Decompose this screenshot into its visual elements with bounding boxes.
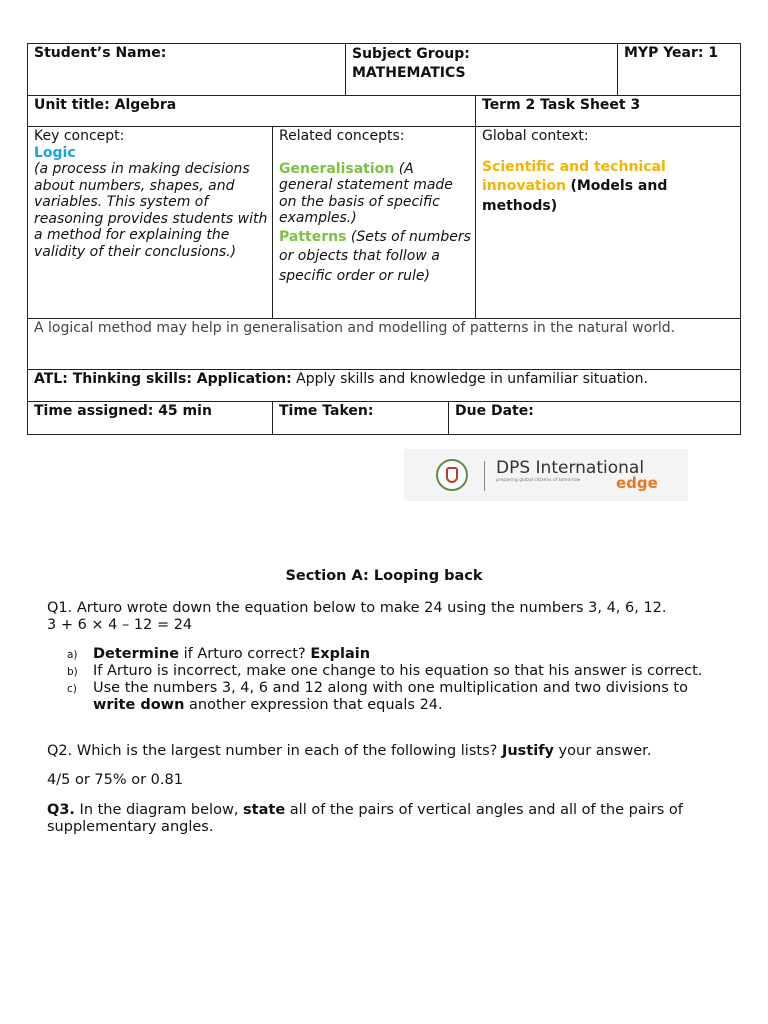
key-concept-cell — [34, 128, 268, 260]
table-col-divider — [475, 95, 476, 319]
due-date: Due Date: — [455, 403, 534, 419]
table-row-divider — [27, 126, 741, 127]
patterns-block — [279, 228, 471, 287]
atl-text: Apply skills and knowledge in unfamiliar situation. — [296, 371, 649, 387]
q2-list: 4/5 or 75% or 0.81 — [47, 772, 183, 788]
global-context-term: Scientific and technical innovation — [482, 158, 666, 194]
global-context-label: Global context: — [482, 128, 589, 144]
related-concepts-label: Related concepts: — [279, 128, 405, 144]
related-concepts-cell — [279, 128, 471, 286]
q1-subquestions — [67, 646, 727, 714]
key-concept-label: Key concept: — [34, 128, 125, 144]
dps-logo — [404, 449, 688, 501]
school-crest-icon — [436, 459, 468, 491]
time-taken: Time Taken: — [279, 403, 374, 419]
table-col-divider — [272, 401, 273, 435]
table-border-left — [27, 43, 28, 435]
section-title: Section A: Looping back — [285, 568, 483, 584]
q2-text: Q2. Which is the largest number in each of the following lists? Justify your answer. — [47, 743, 652, 759]
myp-year-label: MYP Year: 1 — [624, 45, 719, 61]
table-row-divider — [27, 95, 741, 96]
logo-brand: DPS International — [496, 458, 645, 478]
list-marker: a) — [67, 649, 78, 661]
logo-tagline: preparing global citizens of tomorrow — [496, 478, 581, 483]
table-row-divider — [27, 401, 741, 402]
table-col-divider — [345, 43, 346, 96]
atl-row — [34, 371, 738, 388]
list-marker: c) — [67, 683, 77, 695]
table-col-divider — [617, 43, 618, 96]
subject-group-cell — [352, 45, 614, 83]
q1-text: Q1. Arturo wrote down the equation below to make 24 using the numbers 3, 4, 6, 12. — [47, 600, 667, 616]
global-context-cell — [482, 128, 737, 216]
generalisation-term: Generalisation — [279, 160, 395, 177]
table-col-divider — [272, 126, 273, 319]
atl-label: ATL: Thinking skills: Application: — [34, 371, 292, 387]
table-row-divider — [27, 369, 741, 370]
table-border-bottom — [27, 434, 741, 435]
list-item: c) Use the numbers 3, 4, 6 and 12 along with one multiplication and two divisions to write down another expression that equals 24. — [67, 680, 688, 713]
unit-title: Unit title: Algebra — [34, 97, 177, 113]
key-concept-term: Logic — [34, 144, 76, 161]
key-concept-description: (a process in making decisions about numbers, shapes, and variables. This system of reasoning provides students with a method for explaining the validity of their conclusions.) — [34, 161, 268, 260]
subject-group-value: MATHEMATICS — [352, 65, 466, 81]
term-task-label: Term 2 Task Sheet 3 — [482, 97, 641, 113]
list-item: a) Determine if Arturo correct? Explain — [67, 646, 371, 662]
generalisation-block — [279, 161, 471, 227]
patterns-description: (Sets of numbers or objects that follow a specific order or rule) — [279, 228, 471, 284]
patterns-term: Patterns — [279, 228, 347, 245]
student-name-label: Student’s Name: — [34, 45, 167, 61]
q1-equation: 3 + 6 × 4 – 12 = 24 — [47, 617, 193, 633]
q3-text: Q3. In the diagram below, state all of the pairs of vertical angles and all of the pairs of supplementary angles. — [47, 802, 683, 835]
list-item: b) If Arturo is incorrect, make one change to his equation so that his answer is correct. — [67, 663, 703, 679]
list-marker: b) — [67, 666, 78, 678]
logo-edge: edge — [616, 474, 658, 492]
table-col-divider — [448, 401, 449, 435]
table-border-top — [27, 43, 741, 44]
generalisation-description: (A general statement made on the basis of specific examples.) — [279, 160, 453, 226]
statement-of-inquiry: A logical method may help in generalisation and modelling of patterns in the natural world. — [34, 320, 676, 336]
global-context-description: (Models and methods) — [482, 178, 668, 214]
table-border-right — [740, 43, 741, 435]
time-assigned: Time assigned: 45 min — [34, 403, 212, 419]
subject-group-label: Subject Group: — [352, 46, 470, 62]
